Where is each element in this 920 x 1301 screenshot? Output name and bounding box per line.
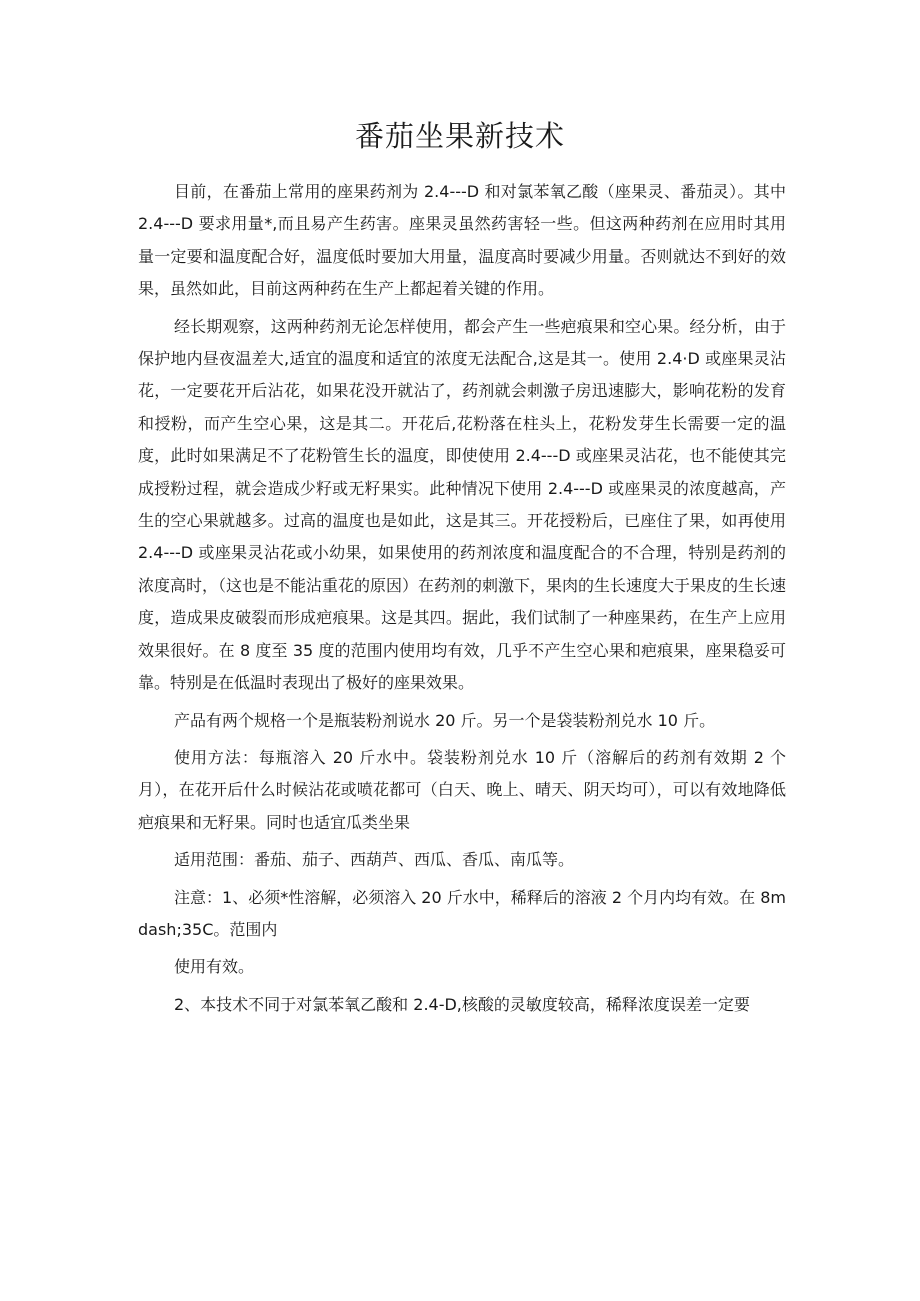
paragraph-usage: 使用方法：每瓶溶入 20 斤水中。袋装粉剂兑水 10 斤（溶解后的药剂有效期 2 个月），在花开后什么时候沾花或喷花都可（白天、晚上、晴天、阴天均可），可以有效地降低疤痕果和无籽果。同时也适宜瓜类坐果 <box>138 747 786 832</box>
paragraph-specs: 产品有两个规格一个是瓶装粉剂说水 20 斤。另一个是袋装粉剂兑水 10 斤。 <box>174 710 716 730</box>
document-body <box>138 176 786 1021</box>
document-title: 番茄坐果新技术 <box>354 119 565 153</box>
paragraph-scope: 适用范围：番茄、茄子、西葫芦、西瓜、香瓜、南瓜等。 <box>174 850 575 870</box>
paragraph-note-2: 2、本技术不同于对氯苯氧乙酸和 2.4-D,核酸的灵敏度较高，稀释浓度误差一定要 <box>174 994 750 1014</box>
paragraph-analysis: 经长期观察，这两种药剂无论怎样使用，都会产生一些疤痕果和空心果。经分析，由于保护地内昼夜温差大,适宜的温度和适宜的浓度无法配合,这是其一。使用 2.4·D 或座果灵沾花，一定要花开后沾花，如果花没开就沾了，药剂就会刺激子房迅速膨大，影响花粉的发育和授粉，而产生空心果，这是其二。开花后,花粉落在柱头上，花粉发芽生长需要一定的温度，此时如果满足不了花粉管生长的温度，即使使用 2.4---D 或座果灵沾花，也不能使其完成授粉过程，就会造成少籽或无籽果实。此种情况下使用 2.4---D 或座果灵的浓度越高，产生的空心果就越多。过高的温度也是如此，这是其三。开花授粉后，已座住了果，如再使用 2.4---D 或座果灵沾花或小幼果，如果使用的药剂浓度和温度配合的不合理，特别是药剂的浓度高时，（这也是不能沾重花的原因）在药剂的刺激下，果肉的生长速度大于果皮的生长速度，造成果皮破裂而形成疤痕果。这是其四。据此，我们试制了一种座果药，在生产上应用效果很好。在 8 度至 35 度的范围内使用均有效，几乎不产生空心果和疤痕果，座果稳妥可靠。特别是在低温时表现出了极好的座果效果。 <box>138 316 787 693</box>
paragraph-note-1-cont: 使用有效。 <box>174 957 255 977</box>
paragraph-intro: 目前，在番茄上常用的座果药剂为 2.4---D 和对氯苯氧乙酸（座果灵、番茄灵）。其中 2.4---D 要求用量*,而且易产生药害。座果灵虽然药害轻一些。但这两种药剂在应用时其用量一定要和温度配合好，温度低时要加大用量，温度高时要减少用量。否则就达不到好的效果，虽然如此，目前这两种药在生产上都起着关键的作用。 <box>138 182 786 299</box>
paragraph-note-1: 注意：1、必须*性溶解，必须溶入 20 斤水中，稀释后的溶液 2 个月内均有效。在 8mdash;35C。范围内 <box>138 887 786 939</box>
